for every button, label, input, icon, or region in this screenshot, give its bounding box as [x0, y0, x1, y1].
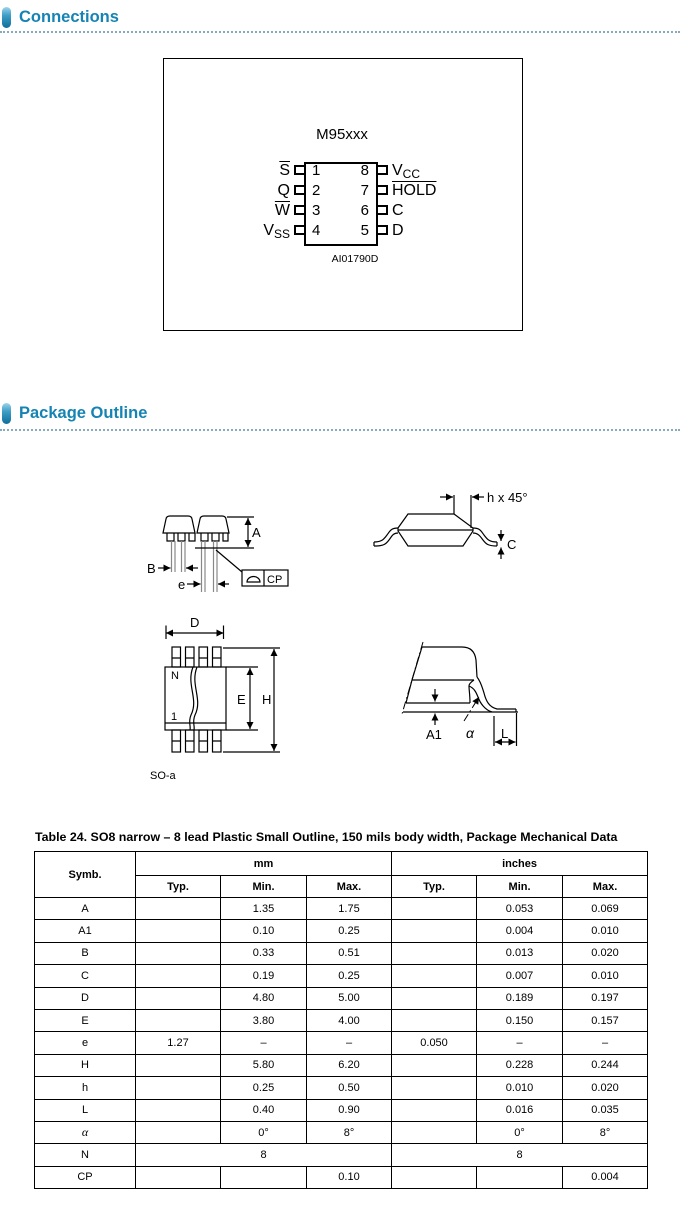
coplanarity-callout — [216, 550, 288, 586]
pin-label-c: C — [392, 202, 404, 219]
table-header-row — [35, 852, 648, 876]
symbol-cell: H — [35, 1054, 136, 1076]
pin-label-q: Q — [277, 182, 290, 199]
dim-D — [166, 615, 224, 639]
symbol-cell: D — [35, 987, 136, 1009]
pin-1-marker: 1 — [171, 711, 178, 723]
table-row: H 5.80 6.20 0.228 0.244 — [35, 1054, 648, 1076]
dim-label-chamfer: h x 45° — [487, 490, 528, 505]
pin-pad — [294, 185, 304, 195]
symbol-cell: L — [35, 1099, 136, 1121]
pin-pad — [294, 205, 304, 215]
pin-pad — [294, 165, 304, 175]
dotted-rule — [0, 429, 680, 431]
mechanical-data-table — [34, 851, 648, 1189]
symbol-cell: CP — [35, 1166, 136, 1188]
top-view-drawing — [130, 605, 320, 785]
dim-label-l: L — [501, 726, 509, 741]
dim-label-d: D — [190, 615, 200, 630]
dim-label-b: B — [147, 561, 156, 576]
table-row: A1 0.10 0.25 0.004 0.010 — [35, 920, 648, 942]
section-bullet-icon — [2, 7, 11, 28]
pin-connections-figure — [163, 58, 523, 331]
pin-label-w: $\overline{W}$ — [274, 202, 290, 219]
pin-label-hold: HOLD — [392, 182, 437, 199]
table-row: B 0.33 0.51 0.013 0.020 — [35, 942, 648, 964]
pin-number: 6 — [360, 202, 369, 219]
dim-label-e-body: E — [237, 692, 246, 707]
table-row — [35, 1144, 648, 1166]
symbol-cell: A — [35, 898, 136, 920]
col-header-max-in: Max. — [563, 876, 648, 898]
dim-label-h-overall: H — [262, 692, 272, 707]
dim-label-a: A — [252, 525, 261, 540]
col-group-inches: inches — [392, 852, 648, 876]
pin-label-vcc: VCC — [392, 162, 421, 181]
section-header-package-outline — [2, 402, 147, 424]
dim-label-c: C — [507, 537, 517, 552]
table-row: h 0.25 0.50 0.010 0.020 — [35, 1077, 648, 1099]
col-header-min-mm: Min. — [221, 876, 307, 898]
dim-A1 — [426, 689, 442, 742]
table-row: α 0° 8° 0° 8° — [35, 1121, 648, 1143]
lead-detail-body — [402, 642, 518, 714]
table-row: e 1.27 – – 0.050 – – — [35, 1032, 648, 1054]
pin-number: 5 — [360, 222, 369, 239]
section-title-connections: Connections — [19, 8, 119, 26]
col-header-max-mm: Max. — [307, 876, 392, 898]
side-view-drawing — [370, 475, 570, 570]
symbol-cell: h — [35, 1077, 136, 1099]
pin-number: 1 — [312, 162, 321, 179]
col-header-symb: Symb. — [35, 852, 136, 898]
col-header-min-in: Min. — [477, 876, 563, 898]
table-row: L 0.40 0.90 0.016 0.035 — [35, 1099, 648, 1121]
pin-label-s: $\overline{S}$ — [279, 162, 290, 179]
dim-label-a1: A1 — [426, 727, 442, 742]
table-row: C 0.19 0.25 0.007 0.010 — [35, 965, 648, 987]
dim-B — [147, 561, 198, 576]
col-group-mm: mm — [136, 852, 392, 876]
table-row: CP 0.10 0.004 — [35, 1166, 648, 1188]
dim-label-alpha: α — [466, 725, 474, 741]
section-title-package-outline: Package Outline — [19, 404, 148, 422]
table-row: A 1.35 1.75 0.053 0.069 — [35, 898, 648, 920]
col-header-typ-in: Typ. — [392, 876, 477, 898]
symbol-cell: B — [35, 942, 136, 964]
dim-label-e: e — [178, 577, 186, 592]
pin-label-d: D — [392, 222, 404, 239]
dim-label-cp: CP — [267, 574, 283, 586]
dim-e — [178, 577, 229, 592]
merged-inches-cell: 8 — [392, 1144, 648, 1166]
symbol-cell: N — [35, 1144, 136, 1166]
package-end-sections — [163, 516, 229, 592]
col-header-typ-mm: Typ. — [136, 876, 221, 898]
pin-pad — [378, 165, 388, 175]
lead-detail-drawing — [390, 625, 570, 775]
figure-code: AI01790D — [331, 253, 379, 265]
package-side-body — [374, 514, 497, 546]
pin-number: 3 — [312, 202, 321, 219]
dotted-rule — [0, 31, 680, 33]
pin-number: 7 — [360, 182, 369, 199]
pin-label-vss: VSS — [263, 222, 290, 241]
dim-C — [501, 530, 516, 559]
table-title: Table 24. SO8 narrow – 8 lead Plastic Small Outline, 150 mils body width, Package Mechanical Data — [35, 830, 618, 844]
symbol-cell: C — [35, 965, 136, 987]
dim-L — [494, 713, 517, 746]
pin-pad — [294, 225, 304, 235]
pin-number: 2 — [312, 182, 321, 199]
pin-pad — [378, 225, 388, 235]
section-bullet-icon — [2, 403, 11, 424]
package-top-body — [165, 647, 226, 752]
symbol-cell: E — [35, 1009, 136, 1031]
symbol-cell: e — [35, 1032, 136, 1054]
merged-mm-cell: 8 — [136, 1144, 392, 1166]
pin-n-marker: N — [171, 670, 179, 682]
symbol-cell: A1 — [35, 920, 136, 942]
pin-number: 8 — [360, 162, 369, 179]
pin-pad — [378, 185, 388, 195]
table-row: E 3.80 4.00 0.150 0.157 — [35, 1009, 648, 1031]
pin-pad — [378, 205, 388, 215]
symbol-cell: α — [35, 1121, 136, 1143]
chip-title: M95xxx — [316, 126, 368, 143]
pin-number: 4 — [312, 222, 321, 239]
dim-H — [223, 648, 280, 752]
section-header-connections — [2, 6, 119, 28]
table-row: D 4.80 5.00 0.189 0.197 — [35, 987, 648, 1009]
end-view-drawing — [130, 472, 330, 602]
drawing-caption: SO-a — [150, 770, 176, 782]
dim-E — [226, 667, 258, 730]
